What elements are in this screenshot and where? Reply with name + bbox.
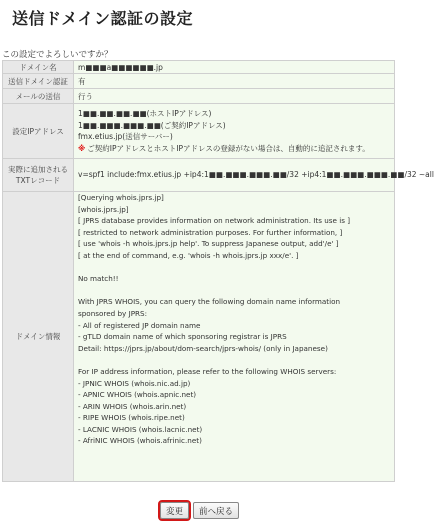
change-button[interactable]: 変更	[160, 502, 189, 519]
auth-label: 送信ドメイン認証	[3, 74, 74, 89]
settings-table	[2, 60, 434, 482]
domain-label: ドメイン名	[3, 61, 74, 74]
action-buttons	[160, 502, 239, 519]
whois-gap	[78, 262, 390, 274]
whois-line: - All of registered JP domain name	[78, 320, 201, 330]
whois-output	[74, 192, 395, 482]
row-ip	[3, 104, 395, 159]
auth-value: 有	[74, 74, 395, 89]
ip-value	[74, 104, 395, 159]
whois-line: [ restricted to network administration purposes. For further information, ]	[78, 227, 343, 237]
contract-ip-line: 1■■.■■■.■■■.■■(ご契約IPアドレス)	[78, 120, 226, 130]
whois-line: [Querying whois.jprs.jp]	[78, 193, 164, 202]
row-txt	[3, 159, 395, 192]
ip-label: 設定IPアドレス	[3, 104, 74, 159]
page-title: 送信ドメイン認証の設定	[12, 9, 194, 28]
mail-send-value: 行う	[74, 89, 395, 104]
domain-value: m■■■a■■■■■■.jp	[74, 61, 395, 74]
send-server-line: fmx.etius.jp(送信サーバー)	[78, 132, 173, 141]
info-label: ドメイン情報	[3, 192, 74, 482]
txt-label-line1: 実際に追加される	[8, 165, 68, 174]
txt-label-line2: TXTレコード	[15, 176, 61, 185]
whois-line: sponsored by JPRS:	[78, 308, 148, 318]
whois-line: Detail: https://jprs.jp/about/dom-search/jprs-whois/ (only in Japanese)	[78, 343, 328, 353]
warning-text: ご契約IPアドレスとホストIPアドレスの登録がない場合は、自動的に追記されます。	[87, 143, 370, 153]
host-ip-line: 1■■.■■.■■.■■(ホストIPアドレス)	[78, 109, 212, 118]
whois-line: With JPRS WHOIS, you can query the following domain name information	[78, 297, 341, 307]
row-domain-info	[3, 192, 395, 482]
whois-line: For IP address information, please refer to the following WHOIS servers:	[78, 366, 337, 376]
row-auth	[3, 74, 395, 89]
ip-warning	[78, 143, 390, 155]
row-domain	[3, 61, 395, 74]
whois-line: [whois.jprs.jp]	[78, 204, 129, 214]
whois-line: [ JPRS database provides information on network administration. Its use is ]	[78, 216, 351, 226]
whois-line: - gTLD domain name of which sponsoring registrar is JPRS	[78, 332, 287, 342]
warning-mark-icon: ※	[78, 143, 86, 153]
whois-line: - JPNIC WHOIS (whois.nic.ad.jp)	[78, 378, 191, 388]
whois-line: - RIPE WHOIS (whois.ripe.net)	[78, 413, 185, 423]
txt-label	[3, 159, 74, 192]
whois-line: [ at the end of command, e.g. 'whois -h whois.jprs.jp xxx/e'. ]	[78, 250, 299, 260]
mail-send-label: メールの送信	[3, 89, 74, 104]
whois-line: [ use 'whois -h whois.jprs.jp help'. To suppress Japanese output, add'/e' ]	[78, 239, 339, 249]
confirm-question: この設定でよろしいですか？	[2, 50, 113, 60]
whois-line: - ARIN WHOIS (whois.arin.net)	[78, 401, 187, 411]
whois-line: - AfriNIC WHOIS (whois.afrinic.net)	[78, 436, 202, 446]
whois-line: No match!!	[78, 274, 119, 284]
row-mail-send	[3, 89, 395, 104]
txt-value	[74, 159, 434, 192]
whois-gap	[78, 285, 390, 297]
back-button[interactable]: 前へ戻る	[193, 502, 239, 519]
whois-line: - LACNIC WHOIS (whois.lacnic.net)	[78, 424, 203, 434]
whois-gap	[78, 354, 390, 366]
whois-line: - APNIC WHOIS (whois.apnic.net)	[78, 390, 197, 400]
txt-record: v=spf1 include:fmx.etius.jp +ip4:1■■.■■■.■■■.■■/32 +ip4:1■■.■■■.■■■.■■/32 ~all	[78, 170, 434, 180]
